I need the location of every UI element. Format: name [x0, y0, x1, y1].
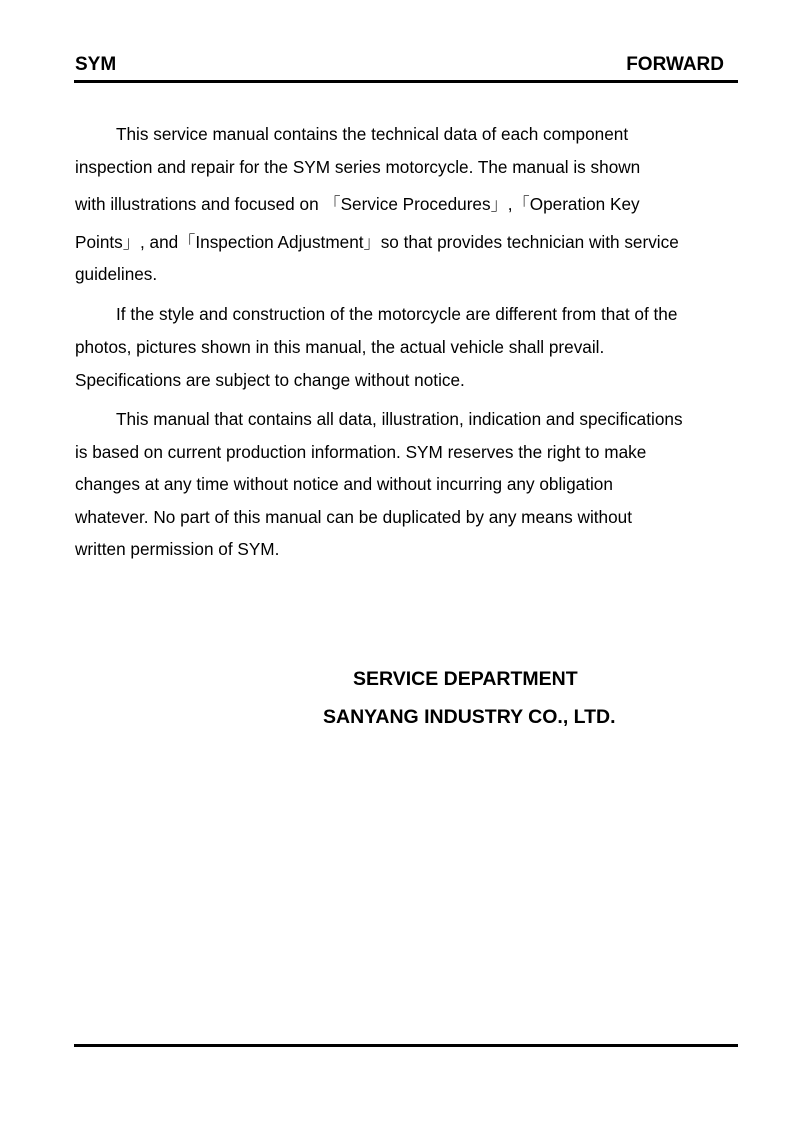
paragraph-line: This manual that contains all data, illustration, indication and specifications [116, 409, 683, 429]
paragraph-line: Specifications are subject to change without notice. [75, 370, 465, 390]
department-name: SERVICE DEPARTMENT [353, 668, 578, 690]
paragraph-line: written permission of SYM. [75, 539, 280, 559]
header-section-title: FORWARD [626, 54, 724, 75]
header-brand: SYM [75, 54, 117, 75]
paragraph-line: changes at any time without notice and without incurring any obligation [75, 474, 613, 494]
page-header [74, 54, 738, 78]
paragraph-line: whatever. No part of this manual can be duplicated by any means without [75, 507, 633, 527]
paragraph-line: If the style and construction of the motorcycle are different from that of the [116, 304, 678, 324]
paragraph-line: inspection and repair for the SYM series motorcycle. The manual is shown [75, 157, 641, 177]
company-name: SANYANG INDUSTRY CO., LTD. [323, 706, 616, 728]
header-divider [74, 80, 738, 83]
footer-divider [74, 1044, 738, 1047]
paragraph-line: guidelines. [75, 264, 158, 284]
paragraph-line: is based on current production information. SYM reserves the right to make [75, 442, 647, 462]
paragraph-line: This service manual contains the technical data of each component [116, 124, 629, 144]
paragraph-line: Points」, and「Inspection Adjustment」so that provides technician with service [75, 232, 679, 252]
paragraph-line: with illustrations and focused on 「Service Procedures」,「Operation Key [75, 194, 640, 214]
paragraph-line: photos, pictures shown in this manual, the actual vehicle shall prevail. [75, 337, 605, 357]
